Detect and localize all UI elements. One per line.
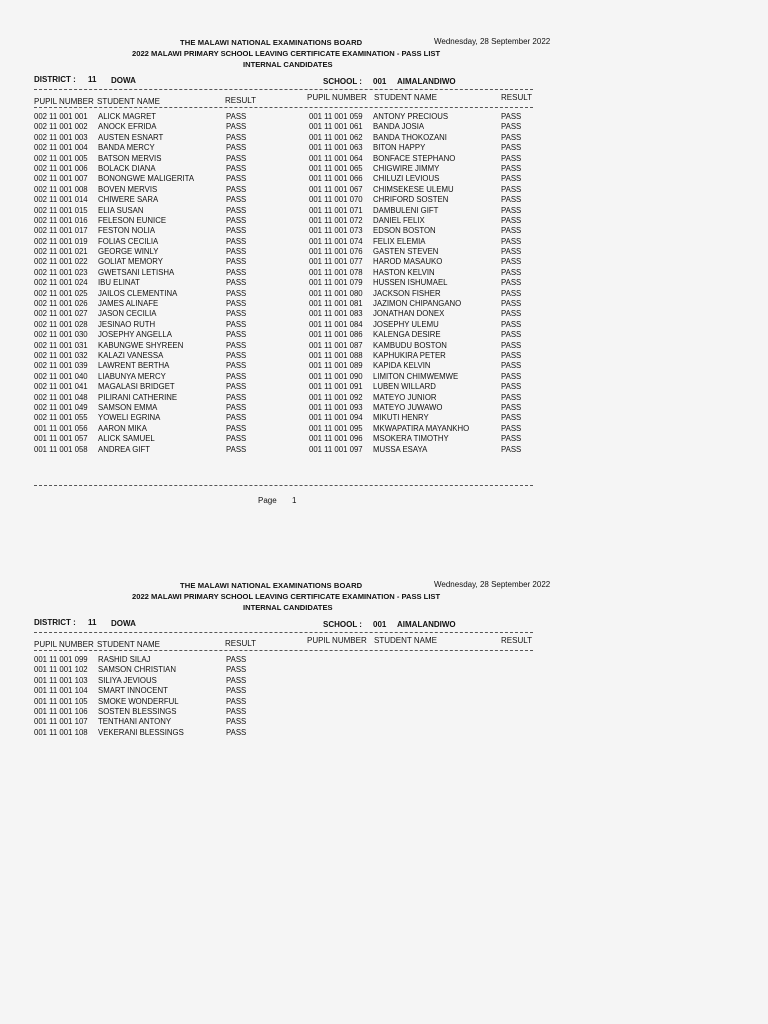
student-name: GOLIAT MEMORY bbox=[98, 257, 163, 267]
student-name: LUBEN WILLARD bbox=[373, 382, 436, 392]
student-name: SAMSON EMMA bbox=[98, 402, 158, 412]
student-name: BITON HAPPY bbox=[373, 143, 426, 153]
student-name: JACKSON FISHER bbox=[373, 288, 441, 298]
pupil-number: 001 11 001 067 bbox=[309, 184, 363, 194]
student-name: GEORGE WINLY bbox=[98, 247, 159, 257]
table-row bbox=[34, 676, 294, 686]
result: PASS bbox=[226, 174, 247, 184]
pupil-number: 001 11 001 090 bbox=[309, 371, 363, 381]
result: PASS bbox=[226, 319, 247, 329]
student-name: JESINAO RUTH bbox=[98, 319, 156, 329]
result: PASS bbox=[226, 184, 247, 194]
student-name: JAZIMON CHIPANGANO bbox=[373, 299, 462, 309]
result: PASS bbox=[226, 153, 247, 163]
student-name: SMART INNOCENT bbox=[98, 686, 168, 696]
result: PASS bbox=[226, 444, 247, 454]
student-name: FELESON EUNICE bbox=[98, 215, 167, 225]
student-name: KAMBUDU BOSTON bbox=[373, 340, 447, 350]
student-name: MUSSA ESAYA bbox=[373, 444, 428, 454]
pupil-list-left bbox=[34, 655, 294, 738]
student-name: BONFACE STEPHANO bbox=[373, 153, 456, 163]
result: PASS bbox=[501, 330, 522, 340]
student-name: HASTON KELVIN bbox=[373, 267, 435, 277]
pupil-number: 002 11 001 024 bbox=[34, 278, 88, 288]
result: PASS bbox=[226, 330, 247, 340]
result: PASS bbox=[501, 299, 522, 309]
student-name: KAPIDA KELVIN bbox=[373, 361, 431, 371]
result: PASS bbox=[226, 675, 247, 685]
student-name: DANIEL FELIX bbox=[373, 215, 425, 225]
result: PASS bbox=[501, 350, 522, 360]
pupil-number: 001 11 001 084 bbox=[309, 319, 363, 329]
result: PASS bbox=[226, 392, 247, 402]
pupil-number: 002 11 001 030 bbox=[34, 330, 88, 340]
col-student-name-left: STUDENT NAME bbox=[97, 640, 160, 649]
result: PASS bbox=[226, 257, 247, 267]
col-student-name-right: STUDENT NAME bbox=[374, 636, 437, 645]
pupil-number: 002 11 001 055 bbox=[34, 413, 88, 423]
pupil-number: 002 11 001 019 bbox=[34, 236, 88, 246]
pupil-number: 001 11 001 086 bbox=[309, 330, 363, 340]
result: PASS bbox=[501, 226, 522, 236]
pupil-number: 001 11 001 094 bbox=[309, 413, 363, 423]
pupil-number: 001 11 001 097 bbox=[309, 444, 363, 454]
pupil-number: 002 11 001 005 bbox=[34, 153, 88, 163]
result: PASS bbox=[501, 288, 522, 298]
student-name: JAMES ALINAFE bbox=[98, 299, 159, 309]
result: PASS bbox=[226, 727, 247, 737]
result: PASS bbox=[226, 143, 247, 153]
student-name: MIKUTI HENRY bbox=[373, 413, 429, 423]
student-name: FESTON NOLIA bbox=[98, 226, 156, 236]
student-name: LAWRENT BERTHA bbox=[98, 361, 170, 371]
pupil-number: 002 11 001 021 bbox=[34, 247, 88, 257]
student-name: ELIA SUSAN bbox=[98, 205, 144, 215]
pupil-number: 001 11 001 081 bbox=[309, 299, 363, 309]
result: PASS bbox=[501, 434, 522, 444]
table-row bbox=[34, 697, 294, 707]
school-label: SCHOOL : bbox=[323, 77, 362, 86]
result: PASS bbox=[501, 153, 522, 163]
student-name: ANOCK EFRIDA bbox=[98, 122, 157, 132]
district-name: DOWA bbox=[111, 619, 136, 628]
board-title: THE MALAWI NATIONAL EXAMINATIONS BOARD bbox=[180, 38, 363, 47]
result: PASS bbox=[501, 122, 522, 132]
student-name: SMOKE WONDERFUL bbox=[98, 696, 179, 706]
pupil-number: 002 11 001 041 bbox=[34, 382, 88, 392]
pupil-number: 001 11 001 106 bbox=[34, 706, 88, 716]
pupil-number: 001 11 001 071 bbox=[309, 205, 363, 215]
result: PASS bbox=[226, 163, 247, 173]
pupil-number: 002 11 001 015 bbox=[34, 205, 88, 215]
pupil-number: 001 11 001 058 bbox=[34, 444, 88, 454]
column-divider bbox=[34, 650, 533, 651]
student-name: BONONGWE MALIGERITA bbox=[98, 174, 195, 184]
result: PASS bbox=[226, 247, 247, 257]
student-name: BOVEN MERVIS bbox=[98, 184, 158, 194]
district-code: 11 bbox=[88, 75, 97, 84]
district-name: DOWA bbox=[111, 76, 136, 85]
col-student-name-right: STUDENT NAME bbox=[374, 93, 437, 102]
pupil-number: 002 11 001 017 bbox=[34, 226, 88, 236]
student-name: HUSSEN ISHUMAEL bbox=[373, 278, 448, 288]
table-row bbox=[34, 686, 294, 696]
student-name: EDSON BOSTON bbox=[373, 226, 436, 236]
col-pupil-number-right: PUPIL NUMBER bbox=[307, 93, 367, 102]
result: PASS bbox=[501, 205, 522, 215]
student-name: RASHID SILAJ bbox=[98, 655, 151, 664]
result: PASS bbox=[226, 434, 247, 444]
student-name: BANDA MERCY bbox=[98, 143, 155, 153]
result: PASS bbox=[226, 717, 247, 727]
student-name: CHILUZI LEVIOUS bbox=[373, 174, 440, 184]
pupil-number: 001 11 001 065 bbox=[309, 163, 363, 173]
student-name: AUSTEN ESNART bbox=[98, 132, 164, 142]
result: PASS bbox=[501, 174, 522, 184]
exam-title: 2022 MALAWI PRIMARY SCHOOL LEAVING CERTIFICATE EXAMINATION - PASS LIST bbox=[132, 49, 441, 58]
result: PASS bbox=[501, 309, 522, 319]
student-name: LIMITON CHIMWEMWE bbox=[373, 371, 459, 381]
result: PASS bbox=[226, 350, 247, 360]
result: PASS bbox=[501, 267, 522, 277]
exam-title: 2022 MALAWI PRIMARY SCHOOL LEAVING CERTIFICATE EXAMINATION - PASS LIST bbox=[132, 592, 441, 601]
student-name: LIABUNYA MERCY bbox=[98, 371, 166, 381]
table-row bbox=[34, 707, 294, 717]
pupil-number: 001 11 001 066 bbox=[309, 174, 363, 184]
student-name: JASON CECILIA bbox=[98, 309, 157, 319]
pupil-number: 002 11 001 003 bbox=[34, 132, 88, 142]
print-date: Wednesday, 28 September 2022 bbox=[434, 37, 551, 46]
district-code: 11 bbox=[88, 618, 97, 627]
pupil-number: 002 11 001 028 bbox=[34, 319, 88, 329]
student-name: MATEYO JUNIOR bbox=[373, 392, 437, 402]
student-name: JOSEPHY ANGELLA bbox=[98, 330, 172, 340]
pupil-number: 002 11 001 002 bbox=[34, 122, 88, 132]
pupil-number: 001 11 001 059 bbox=[309, 112, 363, 121]
result: PASS bbox=[501, 423, 522, 433]
result: PASS bbox=[226, 195, 247, 205]
col-result-right: RESULT bbox=[501, 93, 532, 102]
result: PASS bbox=[501, 319, 522, 329]
col-pupil-number-right: PUPIL NUMBER bbox=[307, 636, 367, 645]
pupil-number: 001 11 001 105 bbox=[34, 696, 88, 706]
table-row bbox=[34, 728, 294, 738]
result: PASS bbox=[226, 382, 247, 392]
result: PASS bbox=[226, 309, 247, 319]
board-title: THE MALAWI NATIONAL EXAMINATIONS BOARD bbox=[180, 581, 363, 590]
pupil-number: 002 11 001 031 bbox=[34, 340, 88, 350]
result: PASS bbox=[226, 665, 247, 675]
student-name: MKWAPATIRA MAYANKHO bbox=[373, 423, 470, 433]
result: PASS bbox=[501, 247, 522, 257]
student-name: MAGALASI BRIDGET bbox=[98, 382, 175, 392]
result: PASS bbox=[501, 132, 522, 142]
header-divider bbox=[34, 632, 533, 633]
col-pupil-number-left: PUPIL NUMBER bbox=[34, 640, 94, 649]
student-name: SOSTEN BLESSINGS bbox=[98, 706, 177, 716]
pupil-number: 001 11 001 093 bbox=[309, 402, 363, 412]
result: PASS bbox=[226, 288, 247, 298]
student-name: BANDA JOSIA bbox=[373, 122, 425, 132]
result: PASS bbox=[501, 163, 522, 173]
pupil-number: 001 11 001 096 bbox=[309, 434, 363, 444]
student-name: SILIYA JEVIOUS bbox=[98, 675, 157, 685]
col-result-left: RESULT bbox=[225, 96, 256, 105]
pupil-number: 001 11 001 080 bbox=[309, 288, 363, 298]
student-name: KABUNGWE SHYREEN bbox=[98, 340, 184, 350]
result: PASS bbox=[226, 205, 247, 215]
pupil-number: 002 11 001 023 bbox=[34, 267, 88, 277]
pupil-number: 002 11 001 027 bbox=[34, 309, 88, 319]
pupil-number: 001 11 001 061 bbox=[309, 122, 363, 132]
district-label: DISTRICT : bbox=[34, 618, 76, 627]
student-name: CHIMSEKESE ULEMU bbox=[373, 184, 454, 194]
pupil-number: 002 11 001 040 bbox=[34, 371, 88, 381]
col-student-name-left: STUDENT NAME bbox=[97, 97, 160, 106]
student-name: FOLIAS CECILIA bbox=[98, 236, 159, 246]
pupil-number: 001 11 001 064 bbox=[309, 153, 363, 163]
student-name: KAPHUKIRA PETER bbox=[373, 350, 446, 360]
result: PASS bbox=[226, 340, 247, 350]
student-name: ANTONY PRECIOUS bbox=[373, 112, 449, 121]
pupil-number: 002 11 001 039 bbox=[34, 361, 88, 371]
pupil-number: 001 11 001 077 bbox=[309, 257, 363, 267]
result: PASS bbox=[226, 267, 247, 277]
result: PASS bbox=[501, 236, 522, 246]
candidate-category: INTERNAL CANDIDATES bbox=[243, 603, 333, 612]
pupil-number: 001 11 001 057 bbox=[34, 434, 88, 444]
result: PASS bbox=[501, 392, 522, 402]
result: PASS bbox=[226, 655, 247, 664]
student-name: HAROD MASAUKO bbox=[373, 257, 443, 267]
result: PASS bbox=[501, 444, 522, 454]
pupil-number: 001 11 001 089 bbox=[309, 361, 363, 371]
pupil-number: 001 11 001 073 bbox=[309, 226, 363, 236]
pupil-number: 001 11 001 063 bbox=[309, 143, 363, 153]
result: PASS bbox=[226, 236, 247, 246]
pupil-number: 002 11 001 022 bbox=[34, 257, 88, 267]
pupil-number: 002 11 001 026 bbox=[34, 299, 88, 309]
student-name: ALICK MAGRET bbox=[98, 112, 157, 121]
student-name: MSOKERA TIMOTHY bbox=[373, 434, 449, 444]
student-name: TENTHANI ANTONY bbox=[98, 717, 172, 727]
result: PASS bbox=[501, 382, 522, 392]
result: PASS bbox=[501, 340, 522, 350]
pupil-number: 002 11 001 032 bbox=[34, 350, 88, 360]
student-name: YOWELI EGRINA bbox=[98, 413, 161, 423]
pupil-number: 002 11 001 016 bbox=[34, 215, 88, 225]
col-result-left: RESULT bbox=[225, 639, 256, 648]
student-name: AARON MIKA bbox=[98, 423, 147, 433]
pupil-number: 002 11 001 025 bbox=[34, 288, 88, 298]
student-name: KALAZI VANESSA bbox=[98, 350, 164, 360]
pupil-number: 001 11 001 079 bbox=[309, 278, 363, 288]
result: PASS bbox=[226, 215, 247, 225]
school-name: AIMALANDIWO bbox=[397, 620, 456, 629]
pupil-number: 001 11 001 092 bbox=[309, 392, 363, 402]
page-number: 1 bbox=[292, 496, 297, 505]
table-row bbox=[34, 665, 294, 675]
result: PASS bbox=[501, 278, 522, 288]
pupil-number: 002 11 001 001 bbox=[34, 112, 88, 121]
col-pupil-number-left: PUPIL NUMBER bbox=[34, 97, 94, 106]
result: PASS bbox=[226, 696, 247, 706]
result: PASS bbox=[226, 112, 247, 121]
pupil-number: 001 11 001 099 bbox=[34, 655, 88, 664]
result: PASS bbox=[226, 226, 247, 236]
candidate-category: INTERNAL CANDIDATES bbox=[243, 60, 333, 69]
result: PASS bbox=[501, 402, 522, 412]
result: PASS bbox=[501, 257, 522, 267]
result: PASS bbox=[226, 122, 247, 132]
result: PASS bbox=[501, 112, 522, 121]
student-name: ANDREA GIFT bbox=[98, 444, 150, 454]
pupil-number: 001 11 001 107 bbox=[34, 717, 88, 727]
pupil-number: 002 11 001 008 bbox=[34, 184, 88, 194]
result: PASS bbox=[501, 184, 522, 194]
result: PASS bbox=[501, 195, 522, 205]
result: PASS bbox=[226, 706, 247, 716]
pupil-number: 002 11 001 006 bbox=[34, 163, 88, 173]
pupil-number: 001 11 001 087 bbox=[309, 340, 363, 350]
pupil-number: 002 11 001 004 bbox=[34, 143, 88, 153]
pupil-number: 001 11 001 095 bbox=[309, 423, 363, 433]
pupil-number: 002 11 001 014 bbox=[34, 195, 88, 205]
page-label: Page bbox=[258, 496, 277, 505]
school-code: 001 bbox=[373, 77, 387, 86]
student-name: JAILOS CLEMENTINA bbox=[98, 288, 178, 298]
pupil-number: 002 11 001 049 bbox=[34, 402, 88, 412]
result: PASS bbox=[226, 361, 247, 371]
pupil-number: 001 11 001 102 bbox=[34, 665, 88, 675]
pupil-number: 001 11 001 104 bbox=[34, 686, 88, 696]
student-name: JOSEPHY ULEMU bbox=[373, 319, 439, 329]
result: PASS bbox=[226, 371, 247, 381]
pupil-number: 001 11 001 083 bbox=[309, 309, 363, 319]
student-name: GASTEN STEVEN bbox=[373, 247, 439, 257]
pupil-number: 001 11 001 088 bbox=[309, 350, 363, 360]
school-name: AIMALANDIWO bbox=[397, 77, 456, 86]
result: PASS bbox=[501, 215, 522, 225]
result: PASS bbox=[226, 278, 247, 288]
student-name: PILIRANI CATHERINE bbox=[98, 392, 178, 402]
pupil-number: 001 11 001 091 bbox=[309, 382, 363, 392]
student-name: DAMBULENI GIFT bbox=[373, 205, 439, 215]
result: PASS bbox=[226, 686, 247, 696]
district-label: DISTRICT : bbox=[34, 75, 76, 84]
student-name: FELIX ELEMIA bbox=[373, 236, 426, 246]
result: PASS bbox=[501, 361, 522, 371]
result: PASS bbox=[501, 413, 522, 423]
pupil-number: 001 11 001 078 bbox=[309, 267, 363, 277]
result: PASS bbox=[501, 371, 522, 381]
pupil-number: 001 11 001 103 bbox=[34, 675, 88, 685]
result: PASS bbox=[226, 132, 247, 142]
result: PASS bbox=[226, 413, 247, 423]
pupil-number: 001 11 001 072 bbox=[309, 215, 363, 225]
student-name: BATSON MERVIS bbox=[98, 153, 162, 163]
student-name: MATEYO JUWAWO bbox=[373, 402, 443, 412]
student-name: CHIWERE SARA bbox=[98, 195, 159, 205]
col-result-right: RESULT bbox=[501, 636, 532, 645]
pupil-number: 001 11 001 108 bbox=[34, 727, 88, 737]
student-name: CHRIFORD SOSTEN bbox=[373, 195, 449, 205]
pupil-number: 002 11 001 007 bbox=[34, 174, 88, 184]
school-label: SCHOOL : bbox=[323, 620, 362, 629]
pupil-number: 001 11 001 056 bbox=[34, 423, 88, 433]
student-name: KALENGA DESIRE bbox=[373, 330, 441, 340]
student-name: ALICK SAMUEL bbox=[98, 434, 155, 444]
result: PASS bbox=[226, 423, 247, 433]
pupil-number: 001 11 001 062 bbox=[309, 132, 363, 142]
table-row bbox=[34, 655, 294, 665]
pupil-number: 001 11 001 076 bbox=[309, 247, 363, 257]
pupil-number: 001 11 001 074 bbox=[309, 236, 363, 246]
student-name: CHIGWIRE JIMMY bbox=[373, 163, 440, 173]
student-name: GWETSANI LETISHA bbox=[98, 267, 175, 277]
student-name: VEKERANI BLESSINGS bbox=[98, 727, 184, 737]
student-name: BANDA THOKOZANI bbox=[373, 132, 447, 142]
print-date: Wednesday, 28 September 2022 bbox=[434, 580, 551, 589]
student-name: IBU ELINAT bbox=[98, 278, 140, 288]
school-code: 001 bbox=[373, 620, 387, 629]
table-row bbox=[34, 717, 294, 727]
student-name: SAMSON CHRISTIAN bbox=[98, 665, 176, 675]
student-name: JONATHAN DONEX bbox=[373, 309, 445, 319]
result: PASS bbox=[226, 299, 247, 309]
pupil-number: 001 11 001 070 bbox=[309, 195, 363, 205]
result: PASS bbox=[226, 402, 247, 412]
pupil-number: 002 11 001 048 bbox=[34, 392, 88, 402]
student-name: BOLACK DIANA bbox=[98, 163, 156, 173]
result: PASS bbox=[501, 143, 522, 153]
